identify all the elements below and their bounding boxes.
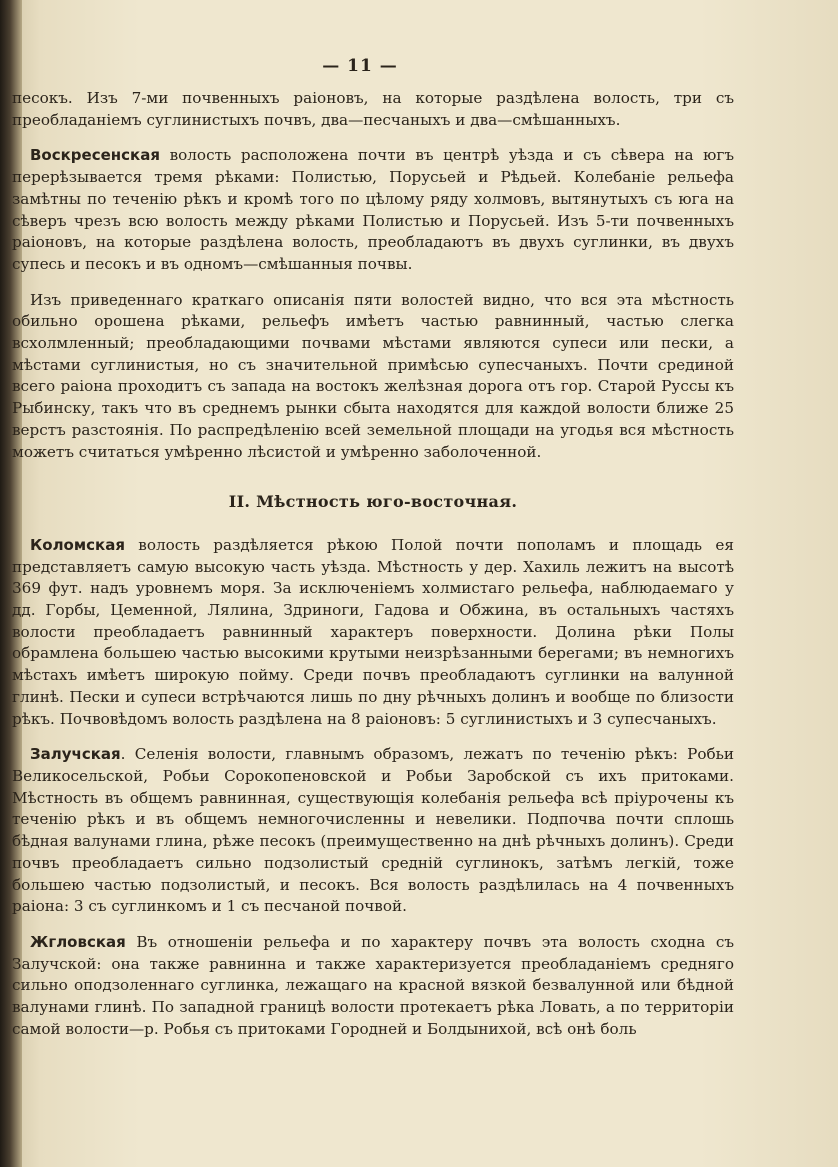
paragraph <box>12 535 734 730</box>
section-title: II. Мѣстность юго-восточная. <box>228 492 518 512</box>
paragraph-text: волость раздѣляется рѣкою Полой почти пополамъ и площадь ея представляетъ самую высокую часть уѣзда. Мѣстность у дер. Хахиль лежитъ на высотѣ 369 фут. надъ уровнемъ моря. За исключеніемъ холмистаго рельефа, наблюдаемаго у дд. Горбы, Цеменной, Лялина, Здриноги, Гадова и Обжина, въ остальныхъ частяхъ волости преобладаетъ равнинный характеръ поверхности. Долина рѣки Полы обрамлена большею частью высокими крутыми неизрѣзанными берегами; въ немногихъ мѣстахъ имѣетъ широкую пойму. Среди почвъ преобладаютъ суглинки на валунной глинѣ. Пески и супеси встрѣчаются лишь по дну рѣчныхъ долинъ и вообще по близости рѣкъ. Почвовѣдомъ волость раздѣлена на 8 раіоновъ: 5 суглинистыхъ и 3 супесчаныхъ. <box>12 535 734 728</box>
paragraph-head: Жгловская <box>30 932 126 951</box>
paragraph <box>12 290 734 464</box>
paragraph <box>12 145 734 275</box>
body-text <box>12 88 734 1054</box>
paragraph-text: . Селенія волости, главнымъ образомъ, лежатъ по теченію рѣкъ: Робьи Великосельской, Робьи Сорокопеновской и Робьи Заробской съ ихъ притоками. Мѣстность въ общемъ равнинная, существующія колебанія рельефа всѣ пріурочены къ теченію рѣкъ и въ общемъ немногочисленны и невелики. Подпочва почти сплошь бѣдная валунами глина, рѣже песокъ (преимущественно на днѣ рѣчныхъ долинъ). Среди почвъ преобладаетъ сильно подзолистый среднiй суглинокъ, затѣмъ легкій, тоже большею частью подзолистый, и песокъ. Вся волость раздѣлилась на 4 почвенныхъ раіона: 3 съ суглинкомъ и 1 съ песчаной почвой. <box>12 745 734 916</box>
paragraph-head: Воскресенская <box>30 146 160 165</box>
paragraph-head: Залучская <box>30 745 121 764</box>
paragraph <box>12 88 734 131</box>
page-number: — 11 — <box>322 56 398 76</box>
paragraph-text: волость расположена почти въ центрѣ уѣзда и съ сѣвера на югъ перерѣзывается тремя рѣками: Полистью, Порусьей и Рѣдьей. Колебаніе рельефа замѣтны по теченію рѣкъ и кромѣ того по цѣлому ряду холмовъ, вытянутыхъ съ юга на сѣверъ чрезъ всю волость между рѣками Полистью и Порусьей. Изъ 5-ти почвенныхъ раіоновъ, на которые раздѣлена волость, преобладаютъ въ двухъ суглинки, въ двухъ супесь и песокъ и въ одномъ—смѣшанныя почвы. <box>12 146 734 273</box>
paragraph-text: Въ отношеніи рельефа и по характеру почвъ эта волость сходна съ Залучской: она также равнинна и также характеризуется преобладаніемъ средняго сильно оподзоленнаго суглинка, лежащаго на красной вязкой безвалунной или бѣдной валунами глинѣ. По западной границѣ волости протекаетъ рѣка Ловать, а по территоріи самой волости—р. Робья съ притоками Городней и Болдынихой, всѣ онѣ боль <box>12 932 734 1038</box>
paragraph-head: Коломская <box>30 535 125 554</box>
paragraph-text: Изъ приведеннаго краткаго описанія пяти волостей видно, что вся эта мѣстность обильно орошена рѣками, рельефъ имѣетъ частью равнинный, частью слегка всхолмленный; преобладающими почвами мѣстами являются супеси или пески, а мѣстами суглинистыя, но съ значительной примѣсью супесчаныхъ. Почти срединой всего раіона проходитъ съ запада на востокъ желѣзная дорога отъ гор. Старой Руссы къ Рыбинску, такъ что въ среднемъ рынки сбыта находятся для каждой волости ближе 25 верстъ разстоянія. По распредѣленію всей земельной площади на угодья вся мѣстность можетъ считаться умѣренно лѣсистой и умѣренно заболоченной. <box>12 290 734 461</box>
paragraph <box>12 932 734 1041</box>
paragraph <box>12 744 734 918</box>
paragraph-text: песокъ. Изъ 7-ми почвенныхъ раіоновъ, на которые раздѣлена волость, три съ преобладаніемъ суглинистыхъ почвъ, два—песчаныхъ и два—смѣшанныхъ. <box>12 89 734 129</box>
